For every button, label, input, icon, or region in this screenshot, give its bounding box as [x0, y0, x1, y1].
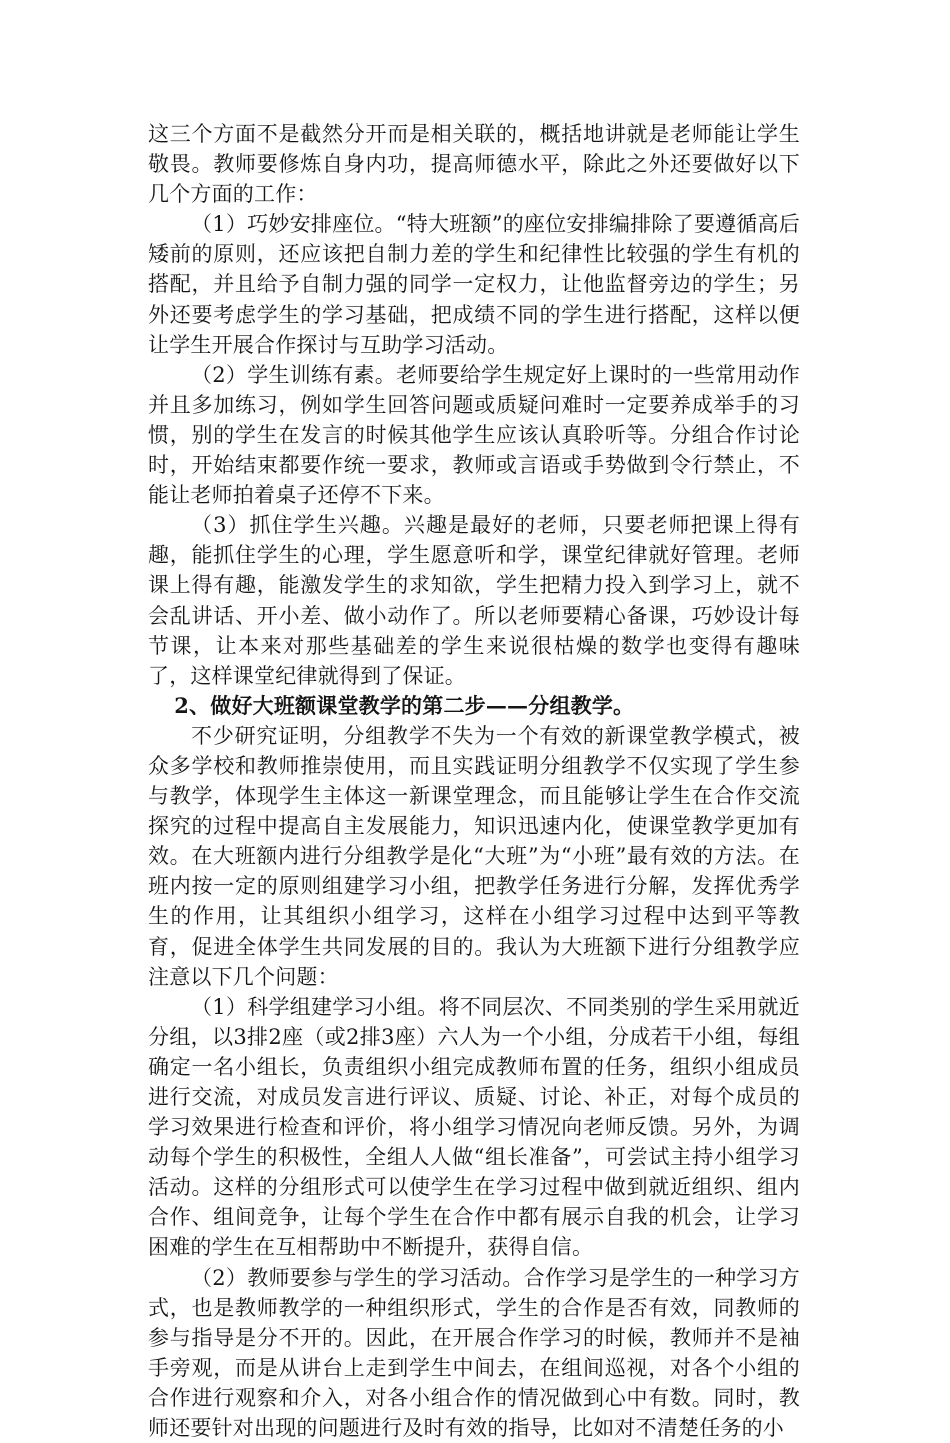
paragraph-build-groups: （1）科学组建学习小组。将不同层次、不同类别的学生采用就近分组，以3排2座（或2排3座）六人为一个小组，分成若干小组，每组确定一名小组长，负责组织小组完成教师布置的任务，组织小组成员进行交流，对成员发言进行评议、质疑、讨论、补正，对每个成员的学习效果进行检查和评价，将小组学习情况向老师反馈。另外，为调动每个学生的积极性，全组人人做“组长准备”，可尝试主持小组学习活动。这样的分组形式可以使学生在学习过程中做到就近组织、组内合作、组间竞争，让每个学生在合作中都有展示自我的机会，让学习困难的学生在互相帮助中不断提升，获得自信。: [148, 994, 800, 1260]
paragraph-group-teaching: 不少研究证明，分组教学不失为一个有效的新课堂教学模式，被众多学校和教师推崇使用，而且实践证明分组教学不仅实现了学生参与教学，体现学生主体这一新课堂理念，而且能够让学生在合作交流探究的过程中提高自主发展能力，知识迅速内化，使课堂教学更加有效。在大班额内进行分组教学是化“大班”为“小班”最有效的方法。在班内按一定的原则组建学习小组，把教学任务进行分解，发挥优秀学生的作用，让其组织小组学习，这样在小组学习过程中达到平等教育，促进全体学生共同发展的目的。我认为大班额下进行分组教学应注意以下几个问题：: [148, 723, 800, 989]
document-body: [148, 119, 800, 1443]
paragraph-training: （2）学生训练有素。老师要给学生规定好上课时的一些常用动作并且多加练习，例如学生回答问题或质疑问难时一定要养成举手的习惯，别的学生在发言的时候其他学生应该认真聆听等。分组合作讨论时，开始结束都要作统一要求，教师或言语或手势做到令行禁止，不能让老师拍着桌子还停不下来。: [148, 362, 800, 508]
paragraph-interest: （3）抓住学生兴趣。兴趣是最好的老师，只要老师把课上得有趣，能抓住学生的心理，学生愿意听和学，课堂纪律就好管理。老师课上得有趣，能激发学生的求知欲，学生把精力投入到学习上，就不会乱讲话、开小差、做小动作了。所以老师要精心备课，巧妙设计每节课，让本来对那些基础差的学生来说很枯燥的数学也变得有趣味了，这样课堂纪律就得到了保证。: [148, 513, 800, 688]
section-heading: 2、做好大班额课堂教学的第二步——分组教学。: [174, 692, 635, 718]
paragraph-teacher-participation: （2）教师要参与学生的学习活动。合作学习是学生的一种学习方式，也是教师教学的一种组织形式，学生的合作是否有效，同教师的参与指导是分不开的。因此，在开展合作学习的时候，教师并不是袖手旁观，而是从讲台上走到学生中间去，在组间巡视，对各个小组的合作进行观察和介入，对各小组合作的情况做到心中有数。同时，教师还要针对出现的问题进行及时有效的指导，比如对不清楚任务的小: [148, 1265, 800, 1441]
paragraph-intro: 这三个方面不是截然分开而是相关联的，概括地讲就是老师能让学生敬畏。教师要修炼自身内功，提高师德水平，除此之外还要做好以下几个方面的工作：: [148, 122, 800, 207]
paragraph-seating: （1）巧妙安排座位。“特大班额”的座位安排编排除了要遵循高后矮前的原则，还应该把自制力差的学生和纪律性比较强的学生有机的搭配，并且给予自制力强的同学一定权力，让他监督旁边的学生；另外还要考虑学生的学习基础，把成绩不同的学生进行搭配，这样以便让学生开展合作探讨与互助学习活动。: [148, 212, 800, 357]
